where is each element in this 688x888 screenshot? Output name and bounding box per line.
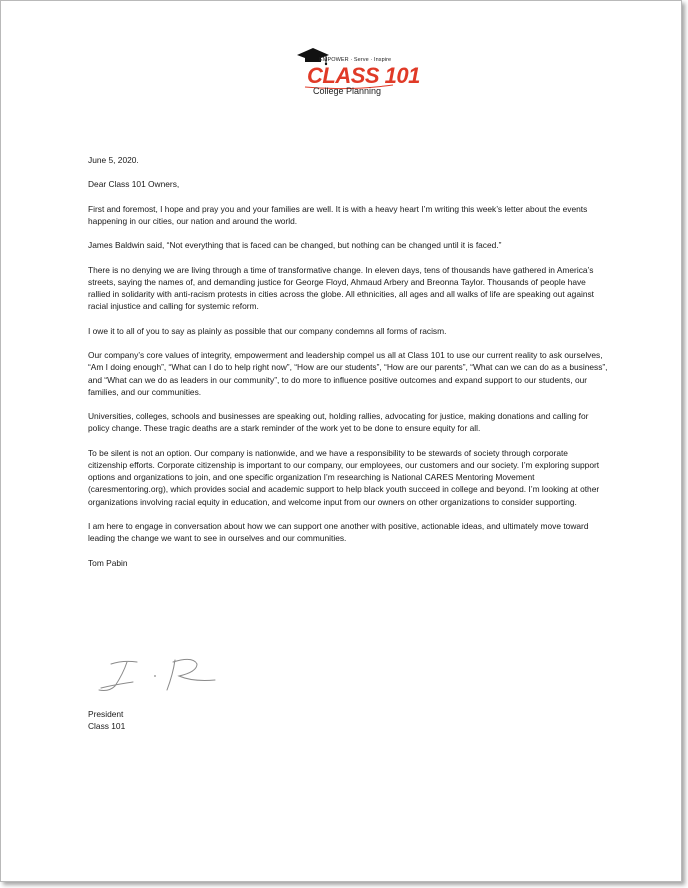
- signature-block: [88, 708, 125, 732]
- paragraph: I am here to engage in conversation about how we can support one another with positive, actionable ideas, and ultimately move toward leading the change we want to see in ourselves and our communities.: [88, 520, 589, 544]
- paragraph: To be silent is not an option. Our company is nationwide, and we have a responsibility to be stewards of society through corporate citizenship efforts. Corporate citizenship is important to our company, our employees, our customers and our society. I’m exploring support options and organizations to join, and one specific organization I’m researching is National CARES Mentoring Movement (caresmentoring.org), which provides social and academic support to help black youth succeed in college and beyond. I’m looking at other organizations involving racial equity in education, and welcome input from our owners on other organizations to consider supporting.: [88, 447, 600, 507]
- paragraph: There is no denying we are living through a time of transformative change. In eleven days, tens of thousands have gathered in America’s streets, saying the names of, and demanding justice for George Floyd, Ahmaud Arbery and Breonna Taylor. Thousands of people have rallied in solidarity with anti-racism protests in cities across the globe. All ethnicities, all ages and all walks of life are speaking out against racial injustice and calling for systemic reform.: [88, 264, 595, 312]
- class101-logo: [293, 45, 420, 107]
- paragraph: I owe it to all of you to say as plainly as possible that our company condemns all forms of racism.: [88, 325, 447, 336]
- letter-body: [88, 154, 608, 569]
- handwritten-signature: [93, 652, 223, 696]
- paragraph: First and foremost, I hope and pray you and your families are well. It is with a heavy heart I’m writing this week’s letter about the events happening in our cities, our nation and around the world.: [88, 203, 588, 226]
- logo-subtitle: College Planning: [313, 86, 382, 96]
- paragraph: James Baldwin said, “Not everything that is faced can be changed, but nothing can be changed until it is faced.”: [88, 240, 502, 251]
- paragraph: Our company’s core values of integrity, empowerment and leadership compel us all at Class 101 to use our current reality to ask ourselves, “Am I doing enough”, “What can I do to help right now”, “How are our students”, “How are our parents”, “What can we can do as a business”, and “What can we do as leaders in our community”, to do more to influence positive outcomes and expand support to our students, our families, and our communities.: [88, 350, 608, 397]
- letter-salutation: Dear Class 101 Owners,: [88, 179, 180, 190]
- logo-brand: CLASS 101: [307, 63, 420, 88]
- paragraph: Universities, colleges, schools and businesses are speaking out, holding rallies, advocating for justice, making donations and calling for policy change. These tragic deaths are a stark reminder of the work yet to be done to ensure equity for all.: [88, 411, 589, 434]
- signer-org: Class 101: [88, 721, 126, 732]
- signer-title: President: [88, 709, 124, 719]
- letter-date: June 5, 2020.: [88, 155, 139, 165]
- signer-name: Tom Pabin: [88, 557, 128, 568]
- logo-tagline: EMPOWER · Serve · Inspire: [319, 57, 392, 63]
